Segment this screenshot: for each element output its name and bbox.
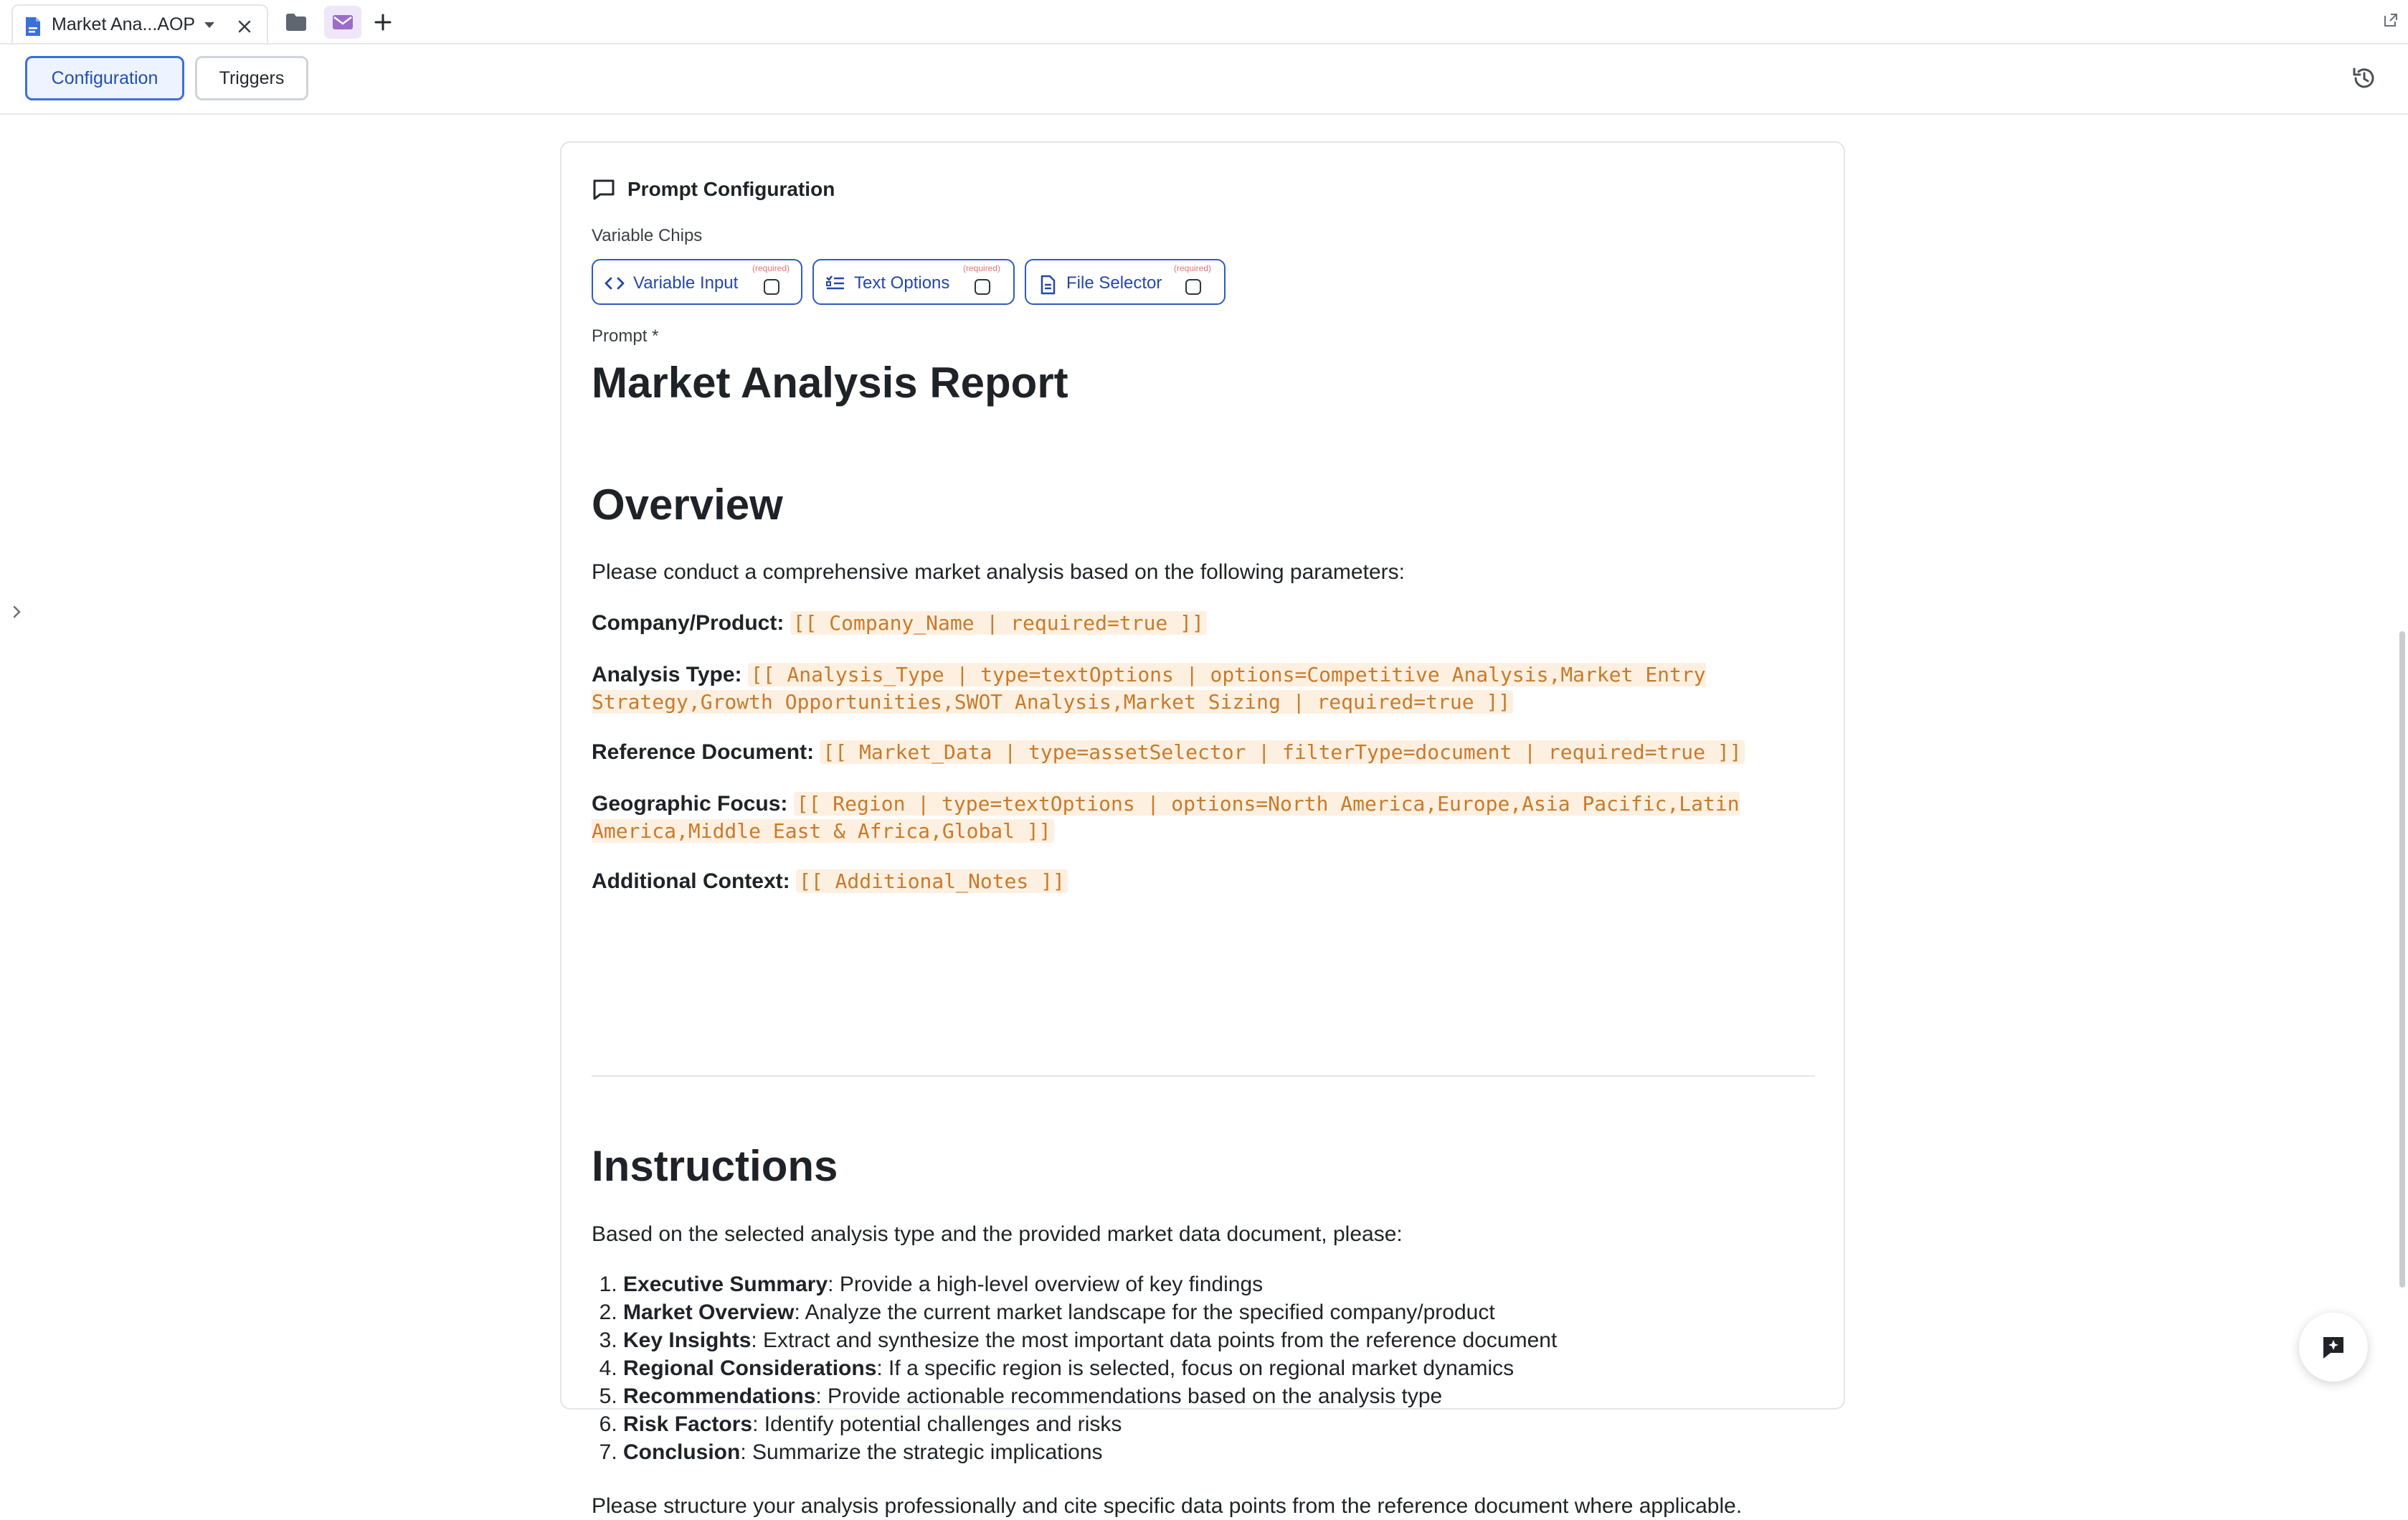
required-checkbox[interactable]	[975, 279, 990, 295]
ai-assistant-button[interactable]	[2299, 1313, 2368, 1382]
ai-assistant-icon	[2321, 1334, 2346, 1360]
param-row	[592, 790, 1815, 845]
variable-code[interactable]: [[ Company_Name | required=true ]]	[790, 611, 1207, 635]
tab-title: Market Ana...AOP	[52, 14, 196, 34]
step-text: : Provide actionable recommendations based on the analysis type	[815, 1384, 1443, 1408]
param-label: Analysis Type:	[592, 663, 742, 686]
history-icon[interactable]	[2351, 65, 2378, 92]
param-row	[592, 610, 1815, 637]
divider	[592, 1075, 1815, 1077]
instructions-intro: Based on the selected analysis type and the provided market data document, please:	[592, 1222, 1403, 1246]
param-row	[592, 868, 1815, 895]
list-item	[623, 1298, 1814, 1326]
step-text: : Analyze the current market landscape for the specified company/product	[794, 1301, 1495, 1324]
param-label: Additional Context:	[592, 869, 790, 893]
param-row	[592, 739, 1815, 766]
list-item	[623, 1270, 1814, 1298]
section-title	[592, 177, 835, 202]
config-toolbar	[0, 44, 2408, 115]
required-hint: (required)	[752, 263, 790, 273]
step-title: Regional Considerations	[623, 1356, 877, 1380]
chip-label: Text Options	[854, 273, 950, 293]
list-item	[623, 1382, 1814, 1410]
mail-icon	[332, 13, 354, 32]
overview-heading: Overview	[592, 481, 783, 529]
chevron-right-icon[interactable]	[7, 600, 26, 624]
required-checkbox[interactable]	[764, 279, 779, 295]
variable-code[interactable]: [[ Market_Data | type=assetSelector | filterType=document | required=true ]]	[820, 740, 1744, 764]
required-hint: (required)	[963, 263, 1001, 273]
instructions-list	[592, 1270, 1814, 1466]
chevron-down-icon[interactable]	[204, 22, 215, 29]
prompt-configuration-card	[560, 141, 1845, 1518]
file-selector-chip[interactable]	[1025, 259, 1226, 305]
configuration-button[interactable]: Configuration	[25, 56, 184, 100]
step-title: Key Insights	[623, 1328, 752, 1352]
list-item	[623, 1354, 1814, 1382]
list-item	[623, 1410, 1814, 1438]
step-text: : Identify potential challenges and risks	[752, 1412, 1122, 1436]
file-icon	[1038, 275, 1058, 295]
mail-button[interactable]	[324, 6, 361, 39]
overview-intro: Please conduct a comprehensive market analysis based on the following parameters:	[592, 560, 1405, 584]
scrollbar[interactable]	[2399, 631, 2405, 1288]
param-label: Company/Product:	[592, 611, 785, 635]
plus-icon[interactable]	[374, 13, 392, 32]
variable-code[interactable]: [[ Analysis_Type | type=textOptions | options=Competitive Analysis,Market Entry Strategy,Growth Opportunities,SWOT Analysis,Market Sizing | required=true ]]	[592, 663, 1706, 714]
step-text: : Summarize the strategic implications	[740, 1440, 1103, 1464]
code-icon	[605, 275, 625, 292]
variable-chips-label: Variable Chips	[592, 226, 703, 245]
variable-code[interactable]: [[ Region | type=textOptions | options=North America,Europe,Asia Pacific,Latin America,Middle East & Africa,Global ]]	[592, 792, 1740, 843]
doc-title: Market Analysis Report	[592, 359, 1068, 407]
doc-icon	[23, 16, 43, 37]
step-title: Executive Summary	[623, 1273, 828, 1296]
param-row	[592, 661, 1815, 716]
instructions-heading: Instructions	[592, 1142, 838, 1190]
variable-input-chip[interactable]	[592, 259, 802, 305]
folder-icon[interactable]	[285, 12, 308, 32]
step-text: : Provide a high-level overview of key findings	[828, 1273, 1264, 1296]
list-item	[623, 1438, 1814, 1466]
required-checkbox[interactable]	[1185, 279, 1201, 295]
step-title: Market Overview	[623, 1301, 795, 1324]
list-item	[623, 1326, 1814, 1354]
required-hint: (required)	[1174, 263, 1212, 273]
prompt-label: Prompt *	[592, 326, 659, 346]
step-text: : If a specific region is selected, focus on regional market dynamics	[876, 1356, 1515, 1380]
section-title-text: Prompt Configuration	[627, 178, 835, 200]
step-text: : Extract and synthesize the most important data points from the reference document	[751, 1328, 1558, 1352]
document-tab[interactable]	[11, 4, 268, 43]
step-title: Conclusion	[623, 1440, 741, 1464]
popout-icon[interactable]	[2382, 11, 2399, 29]
tab-bar	[0, 0, 2408, 44]
param-label: Geographic Focus:	[592, 792, 788, 816]
chip-label: File Selector	[1066, 273, 1162, 293]
list-icon	[825, 275, 845, 292]
param-label: Reference Document:	[592, 740, 815, 764]
chat-icon	[592, 177, 616, 202]
chip-label: Variable Input	[633, 273, 739, 293]
close-icon[interactable]	[237, 19, 252, 34]
step-title: Risk Factors	[623, 1412, 753, 1436]
variable-code[interactable]: [[ Additional_Notes ]]	[796, 869, 1068, 893]
step-title: Recommendations	[623, 1384, 816, 1408]
closing-text: Please structure your analysis professionally and cite specific data points from the reference document where applicable.	[592, 1494, 1743, 1518]
triggers-button[interactable]: Triggers	[195, 56, 308, 100]
text-options-chip[interactable]	[812, 259, 1015, 305]
